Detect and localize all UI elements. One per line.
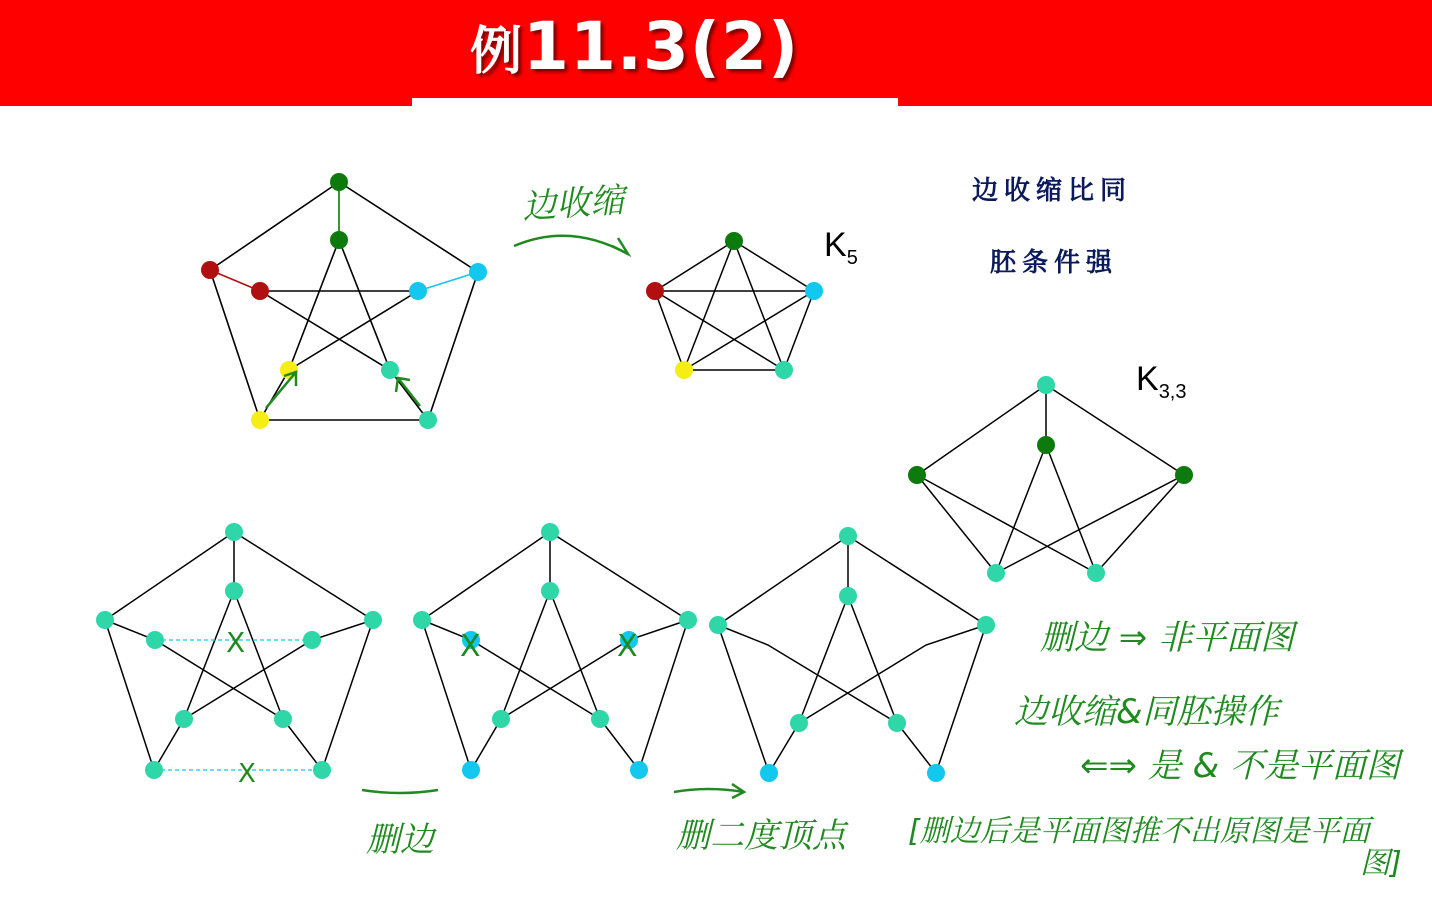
- edge: [718, 625, 769, 773]
- edge: [234, 532, 373, 620]
- cross-mark: X: [460, 629, 481, 664]
- node: [541, 523, 559, 541]
- edge: [936, 625, 986, 773]
- k33-nodes: [908, 376, 1193, 582]
- node: [330, 173, 348, 191]
- edge: [734, 241, 814, 291]
- edge: [283, 719, 322, 770]
- conclusion-3: ⇐⇒ 是 & 不是平面图: [1080, 746, 1400, 786]
- node: [330, 231, 348, 249]
- node: [462, 761, 480, 779]
- node: [927, 764, 945, 782]
- k33-label: $K_{3,3}$: [1136, 360, 1187, 403]
- node: [492, 710, 510, 728]
- spoke-cyan: [418, 272, 478, 291]
- title-number: 11.3(2): [523, 8, 800, 85]
- node: [709, 616, 727, 634]
- cross-mark: X: [617, 629, 638, 664]
- node: [888, 714, 906, 732]
- node: [908, 466, 926, 484]
- outer-edge: [428, 272, 478, 420]
- edge: [734, 241, 784, 370]
- inner-edge: [260, 291, 390, 370]
- arrowhead-icon: [612, 238, 628, 254]
- arrow-icon: [674, 789, 744, 792]
- node: [805, 282, 823, 300]
- node: [413, 611, 431, 629]
- node: [790, 714, 808, 732]
- node: [225, 523, 243, 541]
- node: [251, 411, 269, 429]
- bottom-graph-3-nodes: [709, 527, 995, 782]
- conclusion-4: [删边后是平面图推不出原图是平面: [908, 814, 1370, 849]
- k5-graph: [655, 241, 814, 370]
- delete-edge-note: 删边: [366, 820, 434, 860]
- edge: [105, 532, 234, 620]
- contract-edge-note: 边收缩: [520, 180, 626, 228]
- delete-vertex-note: 删二度顶点: [676, 816, 846, 856]
- cross-mark: X: [238, 759, 256, 789]
- edge: [655, 291, 784, 370]
- edge: [184, 640, 312, 719]
- petersen-graph: [210, 182, 478, 420]
- node: [201, 261, 219, 279]
- edge: [312, 620, 373, 640]
- node: [1037, 376, 1055, 394]
- node: [1175, 466, 1193, 484]
- edge: [655, 241, 734, 291]
- edge: [1046, 445, 1096, 573]
- inner-edge: [289, 240, 339, 370]
- edge: [1046, 385, 1184, 475]
- node: [591, 710, 609, 728]
- node: [679, 611, 697, 629]
- edge: [501, 640, 629, 719]
- edge: [917, 385, 1046, 475]
- node: [1037, 436, 1055, 454]
- k33-graph: [917, 385, 1184, 573]
- node: [175, 710, 193, 728]
- title-notch: [412, 98, 898, 106]
- edge: [897, 723, 936, 773]
- edge: [848, 596, 897, 723]
- edge: [639, 620, 688, 770]
- note-line-1: 边收缩比同: [972, 176, 1133, 206]
- node: [839, 587, 857, 605]
- edge: [996, 445, 1046, 573]
- node: [146, 631, 164, 649]
- edge: [848, 536, 986, 625]
- node: [364, 611, 382, 629]
- k5-nodes: [646, 232, 823, 379]
- edge: [422, 532, 550, 620]
- node: [381, 361, 399, 379]
- edge: [322, 620, 373, 770]
- node: [987, 564, 1005, 582]
- node: [775, 361, 793, 379]
- spoke: [390, 370, 428, 420]
- node: [1087, 564, 1105, 582]
- node: [409, 282, 427, 300]
- edge: [917, 475, 1096, 573]
- contract-arrow-icon: [266, 372, 296, 408]
- conclusion-1: 删边 ⇒ 非平面图: [1040, 618, 1295, 658]
- node: [469, 263, 487, 281]
- node: [541, 582, 559, 600]
- outer-edge: [210, 182, 339, 270]
- edge: [799, 596, 848, 723]
- conclusion-2: 边收缩&同胚操作: [1014, 692, 1279, 732]
- node: [977, 616, 995, 634]
- curved-arrow-icon: [514, 236, 628, 254]
- edge: [471, 640, 600, 719]
- k5-label: $K_5$: [824, 226, 858, 269]
- node: [274, 710, 292, 728]
- node: [839, 527, 857, 545]
- node: [760, 764, 778, 782]
- inner-edge: [339, 240, 390, 370]
- conclusion-5: 图]: [1360, 846, 1402, 881]
- arrow-icon: [362, 790, 438, 793]
- edge: [501, 591, 550, 719]
- node: [725, 232, 743, 250]
- node: [96, 611, 114, 629]
- node: [675, 361, 693, 379]
- edge: [917, 475, 996, 573]
- edge: [718, 625, 897, 723]
- note-line-2: 胚条件强: [990, 248, 1119, 278]
- petersen-nodes: [201, 173, 487, 429]
- title-prefix: 例: [470, 22, 524, 82]
- node: [646, 282, 664, 300]
- edge: [718, 536, 848, 625]
- node: [313, 761, 331, 779]
- edge: [550, 532, 688, 620]
- edge: [600, 719, 639, 770]
- edge: [684, 241, 734, 370]
- node: [225, 582, 243, 600]
- edge: [155, 640, 283, 719]
- node: [419, 411, 437, 429]
- edge: [684, 291, 814, 370]
- node: [251, 282, 269, 300]
- edge: [784, 291, 814, 370]
- edge: [629, 620, 688, 640]
- node: [303, 631, 321, 649]
- bottom-graph-2-nodes: [413, 523, 697, 779]
- node: [145, 761, 163, 779]
- edge: [655, 291, 684, 370]
- node: [630, 761, 648, 779]
- outer-edge: [339, 182, 478, 272]
- bottom-graph-3: [718, 536, 986, 773]
- edge: [1096, 475, 1184, 573]
- edge: [550, 591, 600, 719]
- inner-edge: [289, 291, 418, 370]
- cross-mark: X: [226, 626, 246, 659]
